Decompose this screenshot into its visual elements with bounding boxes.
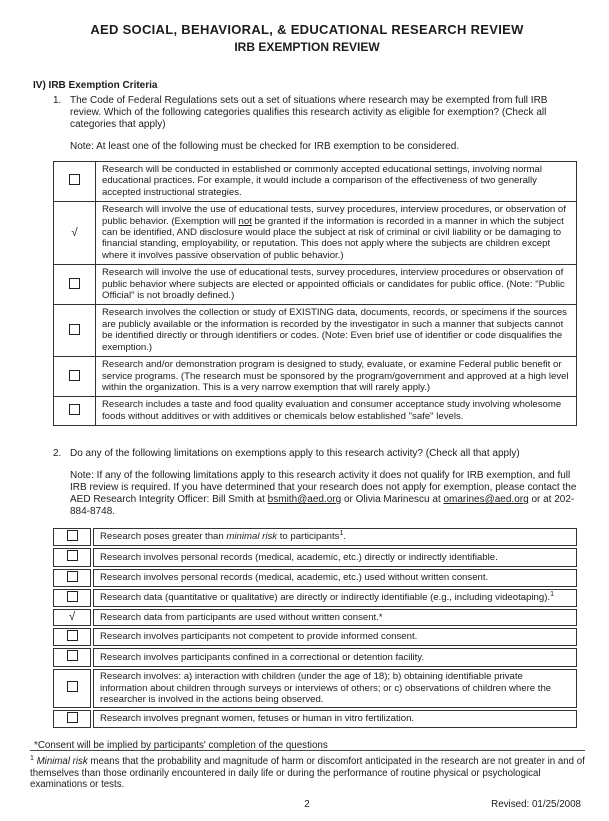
checkbox[interactable]	[69, 370, 80, 381]
checkbox-cell[interactable]	[53, 528, 91, 546]
footnote-text: $^1$ Minimal risk means that the probability and magnitude of harm or discomfort anticipated in the research are not greater in and of themselves than those ordinarily encountered in daily life or during the performance of routine physical or psychological examinations or tests.	[30, 754, 585, 791]
checkbox[interactable]	[67, 591, 78, 602]
table-row	[54, 265, 577, 305]
table-row	[53, 710, 577, 728]
row-text: Research involves: a) interaction with children (under the age of 18); b) obtaining identifiable private information about children through surveys or interviews of others; or c) observations of children where the researcher is involved in the actions being observed.	[93, 669, 577, 708]
table-row	[53, 648, 577, 666]
checkbox[interactable]	[67, 571, 78, 582]
checkbox-cell[interactable]	[53, 589, 91, 607]
email-link-bsmith[interactable]: bsmith@aed.org	[267, 494, 342, 506]
row-text: Research data from participants are used without written consent.*	[93, 609, 577, 626]
row-text: Research involves the collection or study of EXISTING data, documents, records, or specimens if the sources are publicly available or the information is recorded by the investigator in such a manner that subjects cannot be identified directly or through identifiers or codes. (Note: Even brief use of identifier or code disqualifies the exemption.)	[96, 305, 577, 357]
checkbox[interactable]	[67, 712, 78, 723]
row-text: Research involves participants not competent to provide informed consent.	[93, 628, 577, 646]
checkbox-cell[interactable]	[53, 569, 91, 587]
question-2-number: 2.	[53, 448, 62, 460]
checkbox-cell[interactable]	[53, 669, 91, 708]
table-row	[53, 609, 577, 626]
row-text: Research and/or demonstration program is designed to study, evaluate, or examine Federal public benefit or service programs. (The research must be sponsored by the program/government and approved at a high level within the organization. This is a very narrow exemption that will rarely apply.)	[96, 357, 577, 397]
question-2	[53, 448, 581, 460]
revised-date: Revised: 01/25/2008	[491, 799, 581, 810]
checkbox[interactable]	[67, 630, 78, 641]
page-title: AED SOCIAL, BEHAVIORAL, & EDUCATIONAL RESEARCH REVIEW	[90, 22, 524, 37]
email-link-omarines[interactable]: omarines@aed.org	[443, 494, 529, 506]
row-text: Research includes a taste and food quality evaluation and consumer acceptance study involving wholesome foods without additives or with additives or chemicals below established "safe" levels.	[96, 397, 577, 426]
checkbox-cell[interactable]	[54, 162, 96, 202]
row-text: Research data (quantitative or qualitative) are directly or indirectly identifiable (e.g., including videotaping).$^1$	[93, 589, 577, 607]
checkbox-cell[interactable]	[54, 397, 96, 426]
checkbox[interactable]	[67, 650, 78, 661]
checkbox[interactable]	[69, 174, 80, 185]
checkbox[interactable]	[69, 404, 80, 415]
page-subtitle: IRB EXEMPTION REVIEW	[234, 40, 380, 54]
section-heading: IV) IRB Exemption Criteria	[33, 80, 158, 91]
checkbox-cell[interactable]	[53, 648, 91, 666]
checkbox-cell[interactable]	[53, 548, 91, 566]
row-text: Research involves personal records (medical, academic, etc.) directly or indirectly identifiable.	[93, 548, 577, 566]
limitations-table	[51, 526, 579, 730]
checkbox[interactable]	[67, 530, 78, 541]
checkbox[interactable]: √	[68, 611, 76, 624]
checkbox[interactable]	[67, 681, 78, 692]
table-row	[53, 589, 577, 607]
table-row	[54, 202, 577, 265]
row-text: Research will involve the use of educational tests, survey procedures, interview procedures, or observation of public behavior. (Exemption will not be granted if the information is recorded in a manner in which the subject can be identified, AND disclosure would place the subject at risk of criminal or civil liability or be damaging to financial standing, employability, or reputation. This does not apply where the subjects are children except where it involves passive observation of public behavior.)	[96, 202, 577, 265]
footnote-separator	[30, 750, 585, 751]
row-text: Research will be conducted in established or commonly accepted educational settings, involving normal educational practices. For example, it would include a comparison of the effectiveness of two generally accepted instructional strategies.	[96, 162, 577, 202]
checkbox-cell[interactable]	[54, 357, 96, 397]
footnote-block	[30, 750, 585, 791]
question-1-text: The Code of Federal Regulations sets out a set of situations where research may be exempted from full IRB review. Which of the following categories qualifies this research activity as eligible for exemption? (Check all categories that apply)	[70, 95, 548, 130]
table-row	[54, 305, 577, 357]
footnote-ref: 1	[550, 591, 554, 599]
question-1-number: 1.	[53, 95, 62, 106]
table-row	[53, 528, 577, 546]
question-1	[53, 95, 581, 131]
checkbox[interactable]	[67, 550, 78, 561]
page-footer	[33, 799, 581, 812]
question-2-text: Do any of the following limitations on exemptions apply to this research activity? (Check all that apply)	[70, 448, 520, 460]
checkbox-cell[interactable]	[54, 305, 96, 357]
checkbox[interactable]	[69, 324, 80, 335]
row-text: Research poses greater than minimal risk to participants$^1$.	[93, 528, 577, 546]
table-row	[54, 397, 577, 426]
row-text: Research involves pregnant women, fetuses or human in vitro fertilization.	[93, 710, 577, 728]
checkbox[interactable]: √	[71, 226, 78, 239]
checkbox-cell[interactable]	[54, 202, 96, 265]
checkbox[interactable]	[69, 278, 80, 289]
row-text: Research involves personal records (medical, academic, etc.) used without written consent.	[93, 569, 577, 587]
page-number: 2	[304, 799, 310, 810]
checkbox-cell[interactable]	[53, 628, 91, 646]
row-text: Research will involve the use of educational tests, survey procedures, interview procedures or observation of public behavior where subjects are elected or appointed officials or candidates for public office. (Note: "Public Official" is not broadly defined.)	[96, 265, 577, 305]
checkbox-cell[interactable]	[54, 265, 96, 305]
question-1-note: Note: At least one of the following must be checked for IRB exemption to be considered.	[70, 141, 460, 152]
table-row	[53, 669, 577, 708]
table-row	[54, 162, 577, 202]
checkbox-cell[interactable]	[53, 609, 91, 626]
question-2-note: Note: If any of the following limitations apply to this research activity it does not qualify for IRB exemption, and full IRB review is required. If you have determined that your research does not apply for exemption, please contact the AED Research Integrity Officer: Bill Smith at bsmith@aed.org or Olivia Marinescu at omarines@aed.org or at 202-884-8748.	[70, 470, 577, 518]
table-row	[54, 357, 577, 397]
footnote-ref: 1	[339, 530, 344, 538]
row-text: Research involves participants confined in a correctional or detention facility.	[93, 648, 577, 666]
exemption-criteria-table	[53, 161, 577, 426]
table-row	[53, 548, 577, 566]
table-row	[53, 569, 577, 587]
footnote-number: 1	[30, 754, 34, 762]
table-row	[53, 628, 577, 646]
checkbox-cell[interactable]	[53, 710, 91, 728]
consent-asterisk-note: *Consent will be implied by participants' completion of the questions	[34, 740, 328, 752]
